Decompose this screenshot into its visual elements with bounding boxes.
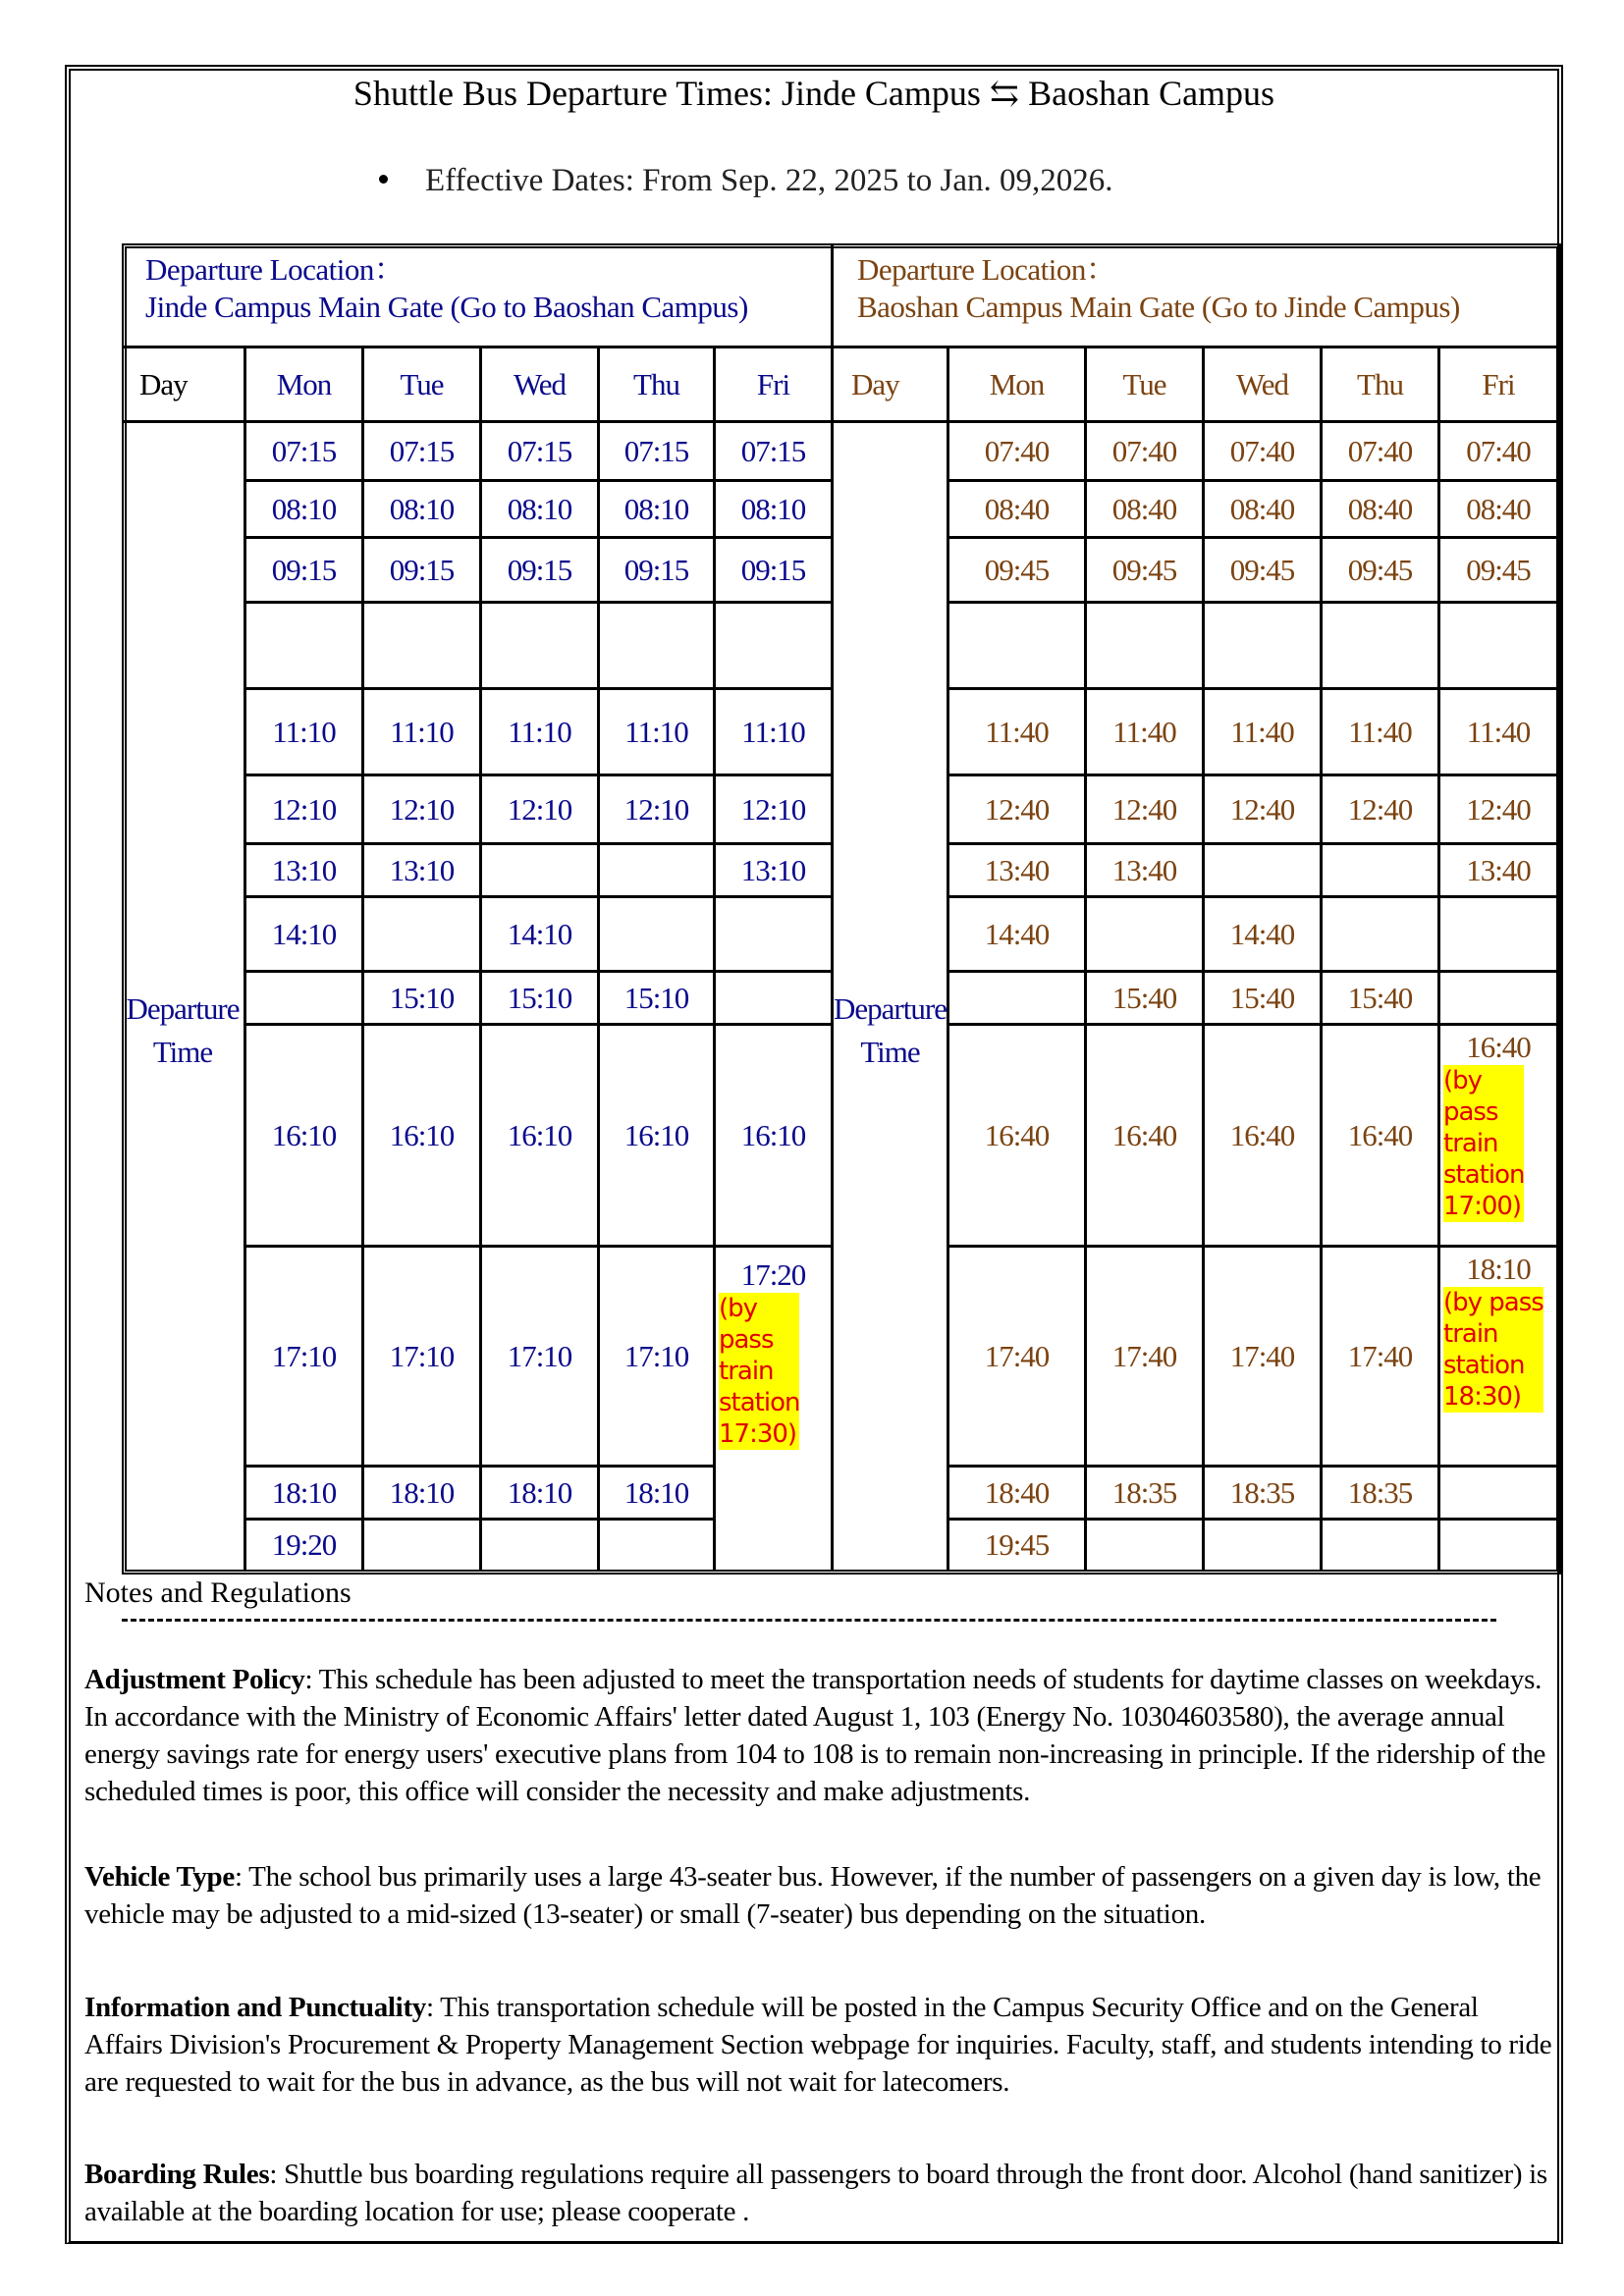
- time-text: 07:15: [740, 433, 806, 468]
- time-text: 16:40: [1229, 1117, 1295, 1152]
- time-cell: [1202, 536, 1320, 601]
- time-cell: [1320, 895, 1437, 970]
- time-text: 13:40: [1111, 852, 1177, 887]
- time-cell: [479, 1465, 597, 1518]
- time-cell: [244, 1023, 361, 1245]
- time-text: 16:10: [740, 1117, 806, 1152]
- time-text: 12:10: [740, 791, 806, 827]
- time-cell: [947, 1245, 1084, 1465]
- time-cell: [1320, 842, 1437, 895]
- day-name: Wed: [513, 366, 567, 401]
- time-cell: [1202, 895, 1320, 970]
- time-cell: [713, 1023, 831, 1245]
- time-text: 08:40: [1111, 491, 1177, 526]
- time-text: 11:10: [390, 714, 454, 749]
- time-cell: [244, 1465, 361, 1518]
- time-cell: [1437, 479, 1556, 536]
- time-text: 07:40: [1347, 433, 1413, 468]
- time-cell: [479, 1518, 597, 1570]
- time-text: 18:10: [271, 1474, 337, 1510]
- time-cell: [947, 1518, 1084, 1570]
- time-text: 17:40: [984, 1338, 1050, 1373]
- baoshan-day-tue: [1084, 346, 1202, 420]
- time-cell: [597, 479, 713, 536]
- time-text: 13:40: [984, 852, 1050, 887]
- time-text: 09:45: [1111, 552, 1177, 587]
- time-text: 17:10: [623, 1338, 689, 1373]
- time-cell: [244, 1245, 361, 1465]
- schedule-table: [122, 243, 1561, 1575]
- time-text: 17:40: [1229, 1338, 1295, 1373]
- time-cell: [479, 420, 597, 479]
- time-text: 07:15: [389, 433, 455, 468]
- time-text: 17:10: [389, 1338, 455, 1373]
- baoshan-departure-time-label: [831, 420, 947, 1570]
- time-text: 14:40: [984, 916, 1050, 951]
- time-cell: [597, 970, 713, 1023]
- time-text: 12:40: [1111, 791, 1177, 827]
- time-cell: [244, 687, 361, 774]
- time-cell: [1320, 1518, 1437, 1570]
- time-cell: [361, 601, 479, 687]
- time-cell: [1084, 1023, 1202, 1245]
- location-label: Departure Location：: [145, 252, 405, 287]
- time-cell: [244, 774, 361, 842]
- time-cell: [1202, 1465, 1320, 1518]
- time-cell: [1202, 1023, 1320, 1245]
- time-text: 08:40: [1229, 491, 1295, 526]
- time-cell: [713, 895, 831, 970]
- note-text: : The school bus primarily uses a large 43-seater bus. However, if the number of passengers on a given day is low, the vehicle may be adjusted to a mid-sized (13-seater) or small (7-seater) bus depending on the situation.: [84, 1861, 1542, 1930]
- row-label: Departure: [126, 991, 240, 1026]
- baoshan-day-mon: [947, 346, 1084, 420]
- time-text: 12:10: [389, 791, 455, 827]
- time-cell: [361, 536, 479, 601]
- time-cell: [1084, 1465, 1202, 1518]
- time-cell: [947, 687, 1084, 774]
- time-cell: [1437, 842, 1556, 895]
- time-cell: [1202, 1518, 1320, 1570]
- time-text: 17:40: [1111, 1338, 1177, 1373]
- time-text: 15:10: [389, 980, 455, 1015]
- time-cell: [1437, 687, 1556, 774]
- jinde-day-fri: [713, 346, 831, 420]
- time-cell: [1437, 895, 1556, 970]
- time-cell: [713, 842, 831, 895]
- time-text: 08:10: [389, 491, 455, 526]
- time-cell: [597, 1518, 713, 1570]
- notes-heading: Notes and Regulations: [84, 1576, 352, 1609]
- time-text: 16:40: [1466, 1030, 1531, 1064]
- time-cell: [1437, 1465, 1556, 1518]
- time-text: 09:45: [1347, 552, 1413, 587]
- time-cell: [244, 970, 361, 1023]
- time-cell: [361, 774, 479, 842]
- time-text: 18:10: [507, 1474, 572, 1510]
- time-cell: [361, 1465, 479, 1518]
- time-text: 17:10: [507, 1338, 572, 1373]
- time-text: 15:40: [1111, 980, 1177, 1015]
- time-cell: [1320, 1465, 1437, 1518]
- time-cell: [1437, 536, 1556, 601]
- day-name: Thu: [633, 366, 679, 401]
- time-text: 11:10: [508, 714, 571, 749]
- time-text: 17:40: [1347, 1338, 1413, 1373]
- time-cell: [947, 601, 1084, 687]
- row-label: Time: [152, 1035, 213, 1069]
- day-name: Fri: [1482, 366, 1515, 401]
- time-cell: [244, 420, 361, 479]
- time-cell: [713, 420, 831, 479]
- time-cell: [479, 687, 597, 774]
- day-label: Day: [139, 366, 188, 401]
- time-cell: [479, 479, 597, 536]
- time-text: 08:40: [984, 491, 1050, 526]
- time-cell: [1084, 601, 1202, 687]
- dashed-divider: [122, 1619, 1496, 1622]
- time-text: 18:10: [1466, 1252, 1531, 1286]
- time-text: 12:40: [1229, 791, 1295, 827]
- bullet-icon: [379, 175, 388, 184]
- time-cell: [361, 479, 479, 536]
- page-title: Shuttle Bus Departure Times: Jinde Campus ⇆ Baoshan Campus: [352, 74, 1275, 113]
- time-text: 19:20: [271, 1527, 337, 1562]
- day-name: Fri: [756, 366, 790, 401]
- day-label: Day: [851, 366, 899, 401]
- location-name: Baoshan Campus Main Gate (Go to Jinde Campus): [857, 290, 1460, 324]
- time-cell: [713, 970, 831, 1023]
- time-text: 11:40: [985, 714, 1049, 749]
- time-text: 08:10: [507, 491, 572, 526]
- note-vehicle-type: [84, 1858, 1553, 1933]
- time-text: 12:40: [1347, 791, 1413, 827]
- time-text: 09:15: [740, 552, 806, 587]
- time-text: 08:40: [1466, 491, 1531, 526]
- time-text: 18:40: [984, 1474, 1050, 1510]
- jinde-location-header: [122, 243, 831, 346]
- time-cell: [1084, 536, 1202, 601]
- time-cell: [479, 970, 597, 1023]
- time-cell: [947, 842, 1084, 895]
- time-cell: [1084, 895, 1202, 970]
- time-cell: [1202, 420, 1320, 479]
- time-cell: [361, 420, 479, 479]
- time-text: 16:40: [1347, 1117, 1413, 1152]
- time-cell: [947, 970, 1084, 1023]
- time-text: 19:45: [984, 1527, 1050, 1562]
- time-text: 07:15: [623, 433, 689, 468]
- time-cell: [1320, 601, 1437, 687]
- note-term: Boarding Rules: [84, 2159, 270, 2190]
- day-name: Mon: [989, 366, 1045, 401]
- jinde-day-thu: [597, 346, 713, 420]
- time-cell: [1437, 774, 1556, 842]
- effective-dates-text: Effective Dates: From Sep. 22, 2025 to Jan. 09,2026.: [425, 163, 1113, 198]
- baoshan-fri-note-cell: [1437, 1023, 1556, 1245]
- time-text: 18:35: [1347, 1474, 1413, 1510]
- time-text: 18:10: [389, 1474, 455, 1510]
- time-text: 11:40: [1230, 714, 1294, 749]
- day-name: Tue: [400, 366, 444, 401]
- jinde-day-wed: [479, 346, 597, 420]
- time-cell: [597, 842, 713, 895]
- effective-dates: [379, 163, 1113, 199]
- time-text: 11:10: [624, 714, 688, 749]
- time-cell: [597, 687, 713, 774]
- time-cell: [947, 1023, 1084, 1245]
- baoshan-day-header: [831, 346, 947, 420]
- time-text: 18:35: [1229, 1474, 1295, 1510]
- jinde-day-mon: [244, 346, 361, 420]
- time-cell: [947, 479, 1084, 536]
- time-cell: [1202, 687, 1320, 774]
- time-text: 07:15: [271, 433, 337, 468]
- time-text: 08:10: [271, 491, 337, 526]
- time-cell: [1320, 1023, 1437, 1245]
- time-cell: [479, 895, 597, 970]
- baoshan-location-header: [831, 243, 1556, 346]
- jinde-fri-1720-cell: [713, 1245, 831, 1570]
- time-cell: [1084, 1518, 1202, 1570]
- time-cell: [947, 420, 1084, 479]
- time-cell: [1084, 420, 1202, 479]
- time-cell: [597, 1465, 713, 1518]
- time-text: 16:10: [271, 1117, 337, 1152]
- time-text: 11:40: [1466, 714, 1531, 749]
- time-cell: [244, 536, 361, 601]
- time-text: 11:10: [272, 714, 336, 749]
- note-wrap: [1440, 1287, 1556, 1413]
- time-text: 07:40: [1229, 433, 1295, 468]
- time-text: 16:40: [984, 1117, 1050, 1152]
- day-name: Thu: [1357, 366, 1403, 401]
- time-cell: [479, 1023, 597, 1245]
- time-cell: [361, 1245, 479, 1465]
- day-name: Wed: [1235, 366, 1289, 401]
- time-cell: [713, 774, 831, 842]
- time-cell: [1202, 1245, 1320, 1465]
- baoshan-day-wed: [1202, 346, 1320, 420]
- time-cell: [1320, 479, 1437, 536]
- time-text: 11:10: [741, 714, 805, 749]
- time-cell: [1084, 1245, 1202, 1465]
- time-text: 15:40: [1347, 980, 1413, 1015]
- jinde-departure-time-label: [122, 420, 244, 1570]
- time-cell: [713, 601, 831, 687]
- time-cell: [479, 842, 597, 895]
- time-cell: [947, 895, 1084, 970]
- time-cell: [1437, 970, 1556, 1023]
- time-text: 11:40: [1348, 714, 1412, 749]
- train-station-note: (by pass train station 17:00): [1443, 1066, 1525, 1221]
- time-cell: [244, 479, 361, 536]
- train-station-note: (by pass train station 18:30): [1443, 1288, 1543, 1412]
- time-cell: [361, 895, 479, 970]
- time-cell: [713, 687, 831, 774]
- note-text: : This schedule has been adjusted to meet the transportation needs of students for daytime classes on weekdays. In accordance with the Ministry of Economic Affairs' letter dated August 1, 103 (Energy No. 10304603580), the average annual energy savings rate for energy users' executive plans from 104 to 108 is to remain non-increasing in principle. If the ridership of the scheduled times is poor, this office will consider the necessity and make adjustments.: [84, 1664, 1546, 1807]
- time-cell: [1320, 774, 1437, 842]
- time-cell: [1437, 601, 1556, 687]
- baoshan-day-fri: [1437, 346, 1556, 420]
- time-cell: [1084, 687, 1202, 774]
- note-term: Adjustment Policy: [84, 1664, 305, 1695]
- time-text: 11:40: [1112, 714, 1176, 749]
- time-text: 12:10: [271, 791, 337, 827]
- time-cell: [1320, 536, 1437, 601]
- note-text: : Shuttle bus boarding regulations require all passengers to board through the front door. Alcohol (hand sanitizer) is available at the boarding location for use; please cooperate .: [84, 2159, 1547, 2227]
- time-text: 17:20: [740, 1257, 806, 1292]
- time-cell: [597, 1245, 713, 1465]
- time-text: 07:40: [1466, 433, 1531, 468]
- time-text: 08:40: [1347, 491, 1413, 526]
- time-cell: [244, 1518, 361, 1570]
- train-station-note: (by pass train station 17:30): [719, 1294, 800, 1449]
- time-text: 12:40: [984, 791, 1050, 827]
- note-information-punctuality: [84, 1989, 1553, 2101]
- time-text: 12:10: [507, 791, 572, 827]
- time-text: 13:10: [740, 852, 806, 887]
- time-cell: [597, 774, 713, 842]
- time-text: 07:40: [984, 433, 1050, 468]
- time-text: 13:10: [389, 852, 455, 887]
- time-cell: [1320, 687, 1437, 774]
- row-label: Departure: [834, 991, 947, 1026]
- time-cell: [597, 536, 713, 601]
- time-cell: [1437, 420, 1556, 479]
- time-cell: [1202, 842, 1320, 895]
- time-cell: [597, 1023, 713, 1245]
- time-text: 15:10: [507, 980, 572, 1015]
- time-text: 16:40: [1111, 1117, 1177, 1152]
- time-cell: [597, 895, 713, 970]
- time-cell: [1320, 1245, 1437, 1465]
- baoshan-day-thu: [1320, 346, 1437, 420]
- time-text: 12:40: [1466, 791, 1531, 827]
- time-cell: [244, 601, 361, 687]
- time-text: 08:10: [623, 491, 689, 526]
- time-cell: [244, 895, 361, 970]
- time-cell: [713, 536, 831, 601]
- time-cell: [361, 687, 479, 774]
- note-wrap: [716, 1293, 831, 1450]
- row-label: Time: [860, 1035, 920, 1069]
- time-cell: [479, 1245, 597, 1465]
- time-text: 13:10: [271, 852, 337, 887]
- time-cell: [479, 536, 597, 601]
- time-cell: [1084, 479, 1202, 536]
- time-text: 13:40: [1466, 852, 1531, 887]
- time-text: 15:10: [623, 980, 689, 1015]
- time-text: 15:40: [1229, 980, 1295, 1015]
- time-cell: [1202, 479, 1320, 536]
- time-cell: [947, 774, 1084, 842]
- note-term: Vehicle Type: [84, 1861, 235, 1893]
- time-text: 18:35: [1111, 1474, 1177, 1510]
- time-cell: [1202, 774, 1320, 842]
- time-text: 14:40: [1229, 916, 1295, 951]
- time-text: 07:15: [507, 433, 572, 468]
- time-cell: [1084, 842, 1202, 895]
- baoshan-fri-note-cell: [1437, 1245, 1556, 1465]
- time-text: 07:40: [1111, 433, 1177, 468]
- time-cell: [479, 601, 597, 687]
- note-boarding-rules: [84, 2156, 1553, 2230]
- note-term: Information and Punctuality: [84, 1992, 426, 2023]
- time-text: 12:10: [623, 791, 689, 827]
- time-cell: [361, 970, 479, 1023]
- day-name: Tue: [1122, 366, 1166, 401]
- location-label: Departure Location：: [857, 252, 1116, 287]
- time-cell: [1320, 420, 1437, 479]
- time-cell: [361, 1518, 479, 1570]
- time-cell: [1084, 774, 1202, 842]
- time-cell: [597, 601, 713, 687]
- time-cell: [1437, 1518, 1556, 1570]
- time-text: 09:45: [984, 552, 1050, 587]
- day-name: Mon: [276, 366, 332, 401]
- note-wrap: [1440, 1065, 1556, 1222]
- time-cell: [947, 1465, 1084, 1518]
- time-cell: [1320, 970, 1437, 1023]
- time-text: 14:10: [507, 916, 572, 951]
- time-text: 09:45: [1466, 552, 1531, 587]
- time-cell: [1084, 970, 1202, 1023]
- time-text: 14:10: [271, 916, 337, 951]
- time-cell: [1202, 970, 1320, 1023]
- time-text: 08:10: [740, 491, 806, 526]
- time-cell: [947, 536, 1084, 601]
- location-name: Jinde Campus Main Gate (Go to Baoshan Campus): [145, 290, 748, 324]
- note-text: : This transportation schedule will be posted in the Campus Security Office and on the General Affairs Division's Procurement & Property Management Section webpage for inquiries. Faculty, staff, and students intending to ride are requested to wait for the bus in advance, as the bus will not wait for latecomers.: [84, 1992, 1552, 2098]
- time-text: 09:15: [389, 552, 455, 587]
- time-text: 18:10: [623, 1474, 689, 1510]
- time-text: 17:10: [271, 1338, 337, 1373]
- time-cell: [597, 420, 713, 479]
- time-text: 09:15: [623, 552, 689, 587]
- jinde-day-header: [122, 346, 244, 420]
- time-cell: [361, 842, 479, 895]
- time-cell: [479, 774, 597, 842]
- time-cell: [244, 842, 361, 895]
- time-text: 09:45: [1229, 552, 1295, 587]
- jinde-day-tue: [361, 346, 479, 420]
- time-text: 16:10: [507, 1117, 572, 1152]
- time-cell: [713, 479, 831, 536]
- note-adjustment-policy: [84, 1661, 1553, 1810]
- time-text: 09:15: [271, 552, 337, 587]
- time-text: 09:15: [507, 552, 572, 587]
- time-cell: [361, 1023, 479, 1245]
- time-text: 16:10: [623, 1117, 689, 1152]
- time-cell: [1202, 601, 1320, 687]
- time-text: 16:10: [389, 1117, 455, 1152]
